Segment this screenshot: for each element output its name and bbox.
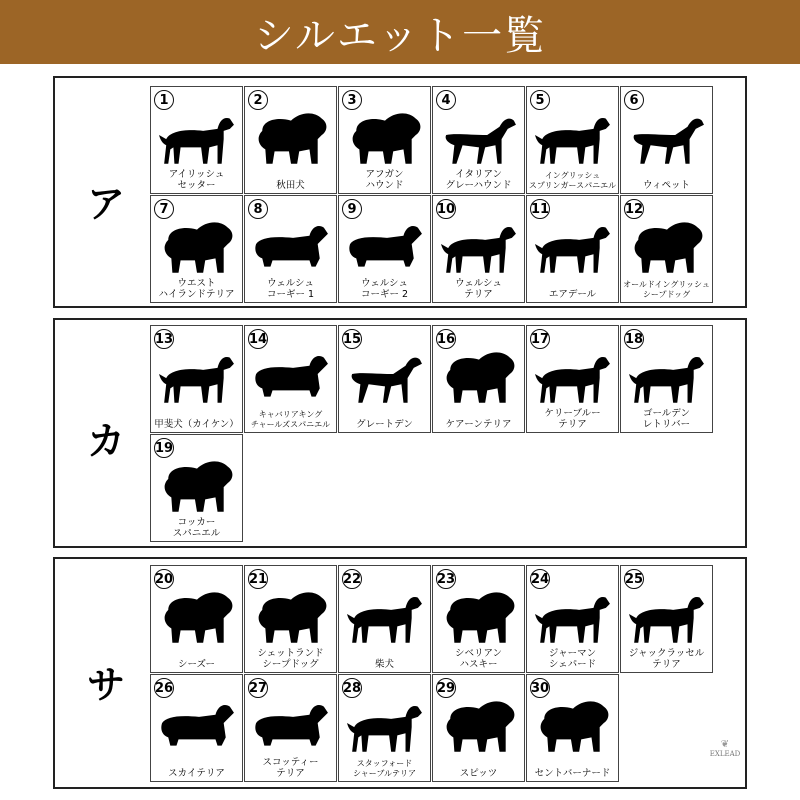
dog-cell	[150, 565, 243, 673]
corgi-2-silhouette-icon	[346, 212, 424, 276]
dog-breed-name: セントバーナード	[534, 768, 611, 779]
dog-breed-name: アフガン ハウンド	[365, 169, 404, 191]
dog-breed-name: シェットランド シープドッグ	[257, 648, 324, 670]
dog-number: 18	[624, 329, 644, 349]
sheltie-silhouette-icon	[252, 582, 330, 646]
dog-number: 10	[436, 199, 456, 219]
dog-breed-name: ウェルシュ テリア	[455, 278, 502, 300]
dog-number: 27	[248, 678, 268, 698]
exlead-logo	[707, 740, 743, 758]
dog-cell	[338, 674, 431, 782]
dog-number: 6	[624, 90, 644, 110]
dog-cell	[244, 325, 337, 433]
logo-text: EXLEAD	[709, 750, 741, 758]
dog-breed-name: エアデール	[548, 289, 597, 300]
dog-breed-name: スカイテリア	[168, 768, 225, 779]
dog-number: 2	[248, 90, 268, 110]
dog-breed-name: ウェルシュ コーギー 2	[360, 278, 409, 300]
dog-number: 19	[154, 438, 174, 458]
dog-cell	[432, 674, 525, 782]
dog-number: 4	[436, 90, 456, 110]
dog-number: 17	[530, 329, 550, 349]
cocker-spaniel-silhouette-icon	[158, 451, 236, 515]
dog-breed-name: コッカー スパニエル	[172, 517, 221, 539]
golden-retriever-silhouette-icon	[628, 342, 706, 406]
cavalier-silhouette-icon	[252, 342, 330, 406]
dog-cell	[244, 674, 337, 782]
dog-number: 30	[530, 678, 550, 698]
dog-number: 24	[530, 569, 550, 589]
dog-breed-name: キャバリアキング チャールズスパニエル	[250, 410, 331, 429]
ornament-icon: ❦	[720, 739, 730, 750]
dog-cell	[620, 86, 713, 194]
dog-cell	[432, 195, 525, 303]
dog-cell	[620, 325, 713, 433]
shiba-silhouette-icon	[346, 582, 424, 646]
dog-breed-name: イタリアン グレーハウンド	[445, 169, 512, 191]
husky-silhouette-icon	[440, 582, 518, 646]
westie-silhouette-icon	[158, 212, 236, 276]
dog-breed-name: ケリーブルー テリア	[544, 408, 601, 430]
whippet-silhouette-icon	[628, 103, 706, 167]
dog-cell	[432, 86, 525, 194]
dog-breed-name: イングリッシュ スプリンガースパニエル	[528, 171, 617, 190]
dog-cell	[432, 565, 525, 673]
dog-breed-name: オールドイングリッシュ シープドッグ	[623, 280, 710, 299]
dog-cell	[150, 434, 243, 542]
dog-breed-name: 甲斐犬（カイケン）	[154, 419, 239, 430]
saint-bernard-silhouette-icon	[534, 691, 612, 755]
kai-ken-silhouette-icon	[158, 342, 236, 406]
staffordshire-silhouette-icon	[346, 691, 424, 755]
dog-breed-name: スピッツ	[459, 768, 498, 779]
dog-cell	[526, 325, 619, 433]
dog-number: 25	[624, 569, 644, 589]
section-label: カ	[86, 419, 125, 463]
dog-cell	[526, 674, 619, 782]
dog-breed-name: ウェルシュ コーギー 1	[266, 278, 315, 300]
dog-cell	[526, 565, 619, 673]
section-label: ア	[86, 182, 125, 226]
afghan-hound-silhouette-icon	[346, 103, 424, 167]
dog-number: 8	[248, 199, 268, 219]
title-banner	[0, 0, 800, 64]
dog-number: 12	[624, 199, 644, 219]
akita-silhouette-icon	[252, 103, 330, 167]
dog-breed-name: ケアーンテリア	[445, 419, 512, 430]
dog-number: 29	[436, 678, 456, 698]
dog-number: 5	[530, 90, 550, 110]
dog-cell	[244, 565, 337, 673]
dog-cell	[150, 325, 243, 433]
dog-cell	[620, 195, 713, 303]
dog-number: 20	[154, 569, 174, 589]
springer-spaniel-silhouette-icon	[534, 103, 612, 167]
scottie-silhouette-icon	[252, 691, 330, 755]
old-english-sheepdog-silhouette-icon	[628, 212, 706, 276]
dog-breed-name: スタッフォード シャーブルテリア	[352, 759, 417, 778]
dog-breed-name: 秋田犬	[276, 180, 305, 191]
great-dane-silhouette-icon	[346, 342, 424, 406]
dog-breed-name: ジャーマン シェパード	[548, 648, 597, 670]
german-shepherd-silhouette-icon	[534, 582, 612, 646]
dog-number: 3	[342, 90, 362, 110]
spitz-silhouette-icon	[440, 691, 518, 755]
dog-number: 26	[154, 678, 174, 698]
dog-breed-name: ウィペット	[643, 180, 690, 191]
corgi-silhouette-icon	[252, 212, 330, 276]
section-label: サ	[86, 663, 125, 707]
shih-tzu-silhouette-icon	[158, 582, 236, 646]
dog-breed-name: ジャックラッセル テリア	[628, 648, 705, 670]
dog-number: 21	[248, 569, 268, 589]
dog-number: 1	[154, 90, 174, 110]
dog-cell	[150, 86, 243, 194]
kerry-blue-silhouette-icon	[534, 342, 612, 406]
dog-breed-name: アイリッシュ セッター	[168, 169, 225, 191]
dog-cell	[244, 195, 337, 303]
welsh-terrier-silhouette-icon	[440, 212, 518, 276]
dog-cell	[338, 195, 431, 303]
dog-number: 22	[342, 569, 362, 589]
dog-cell	[526, 86, 619, 194]
dog-cell	[620, 565, 713, 673]
cairn-terrier-silhouette-icon	[440, 342, 518, 406]
dog-number: 13	[154, 329, 174, 349]
dog-number: 11	[530, 199, 550, 219]
dog-number: 23	[436, 569, 456, 589]
dog-breed-name: ウエスト ハイランドテリア	[158, 278, 235, 300]
dog-cell	[432, 325, 525, 433]
setter-silhouette-icon	[158, 103, 236, 167]
dog-cell	[150, 195, 243, 303]
dog-cell	[150, 674, 243, 782]
dog-breed-name: ゴールデン レトリバー	[642, 408, 691, 430]
dog-cell	[338, 86, 431, 194]
dog-number: 15	[342, 329, 362, 349]
dog-breed-name: 柴犬	[374, 659, 394, 670]
dog-number: 14	[248, 329, 268, 349]
dog-breed-name: グレートデン	[356, 419, 413, 430]
dog-breed-name: シーズー	[177, 659, 216, 670]
italian-greyhound-silhouette-icon	[440, 103, 518, 167]
dog-cell	[338, 325, 431, 433]
airedale-silhouette-icon	[534, 212, 612, 276]
dog-cell	[338, 565, 431, 673]
dog-cell	[526, 195, 619, 303]
dog-number: 9	[342, 199, 362, 219]
dog-breed-name: スコッティー テリア	[262, 757, 319, 779]
dog-number: 7	[154, 199, 174, 219]
dog-cell	[244, 86, 337, 194]
dog-number: 28	[342, 678, 362, 698]
page-title: シルエット一覧	[253, 12, 547, 59]
dog-number: 16	[436, 329, 456, 349]
dog-breed-name: シベリアン ハスキー	[454, 648, 503, 670]
skye-terrier-silhouette-icon	[158, 691, 236, 755]
jack-russell-silhouette-icon	[628, 582, 706, 646]
